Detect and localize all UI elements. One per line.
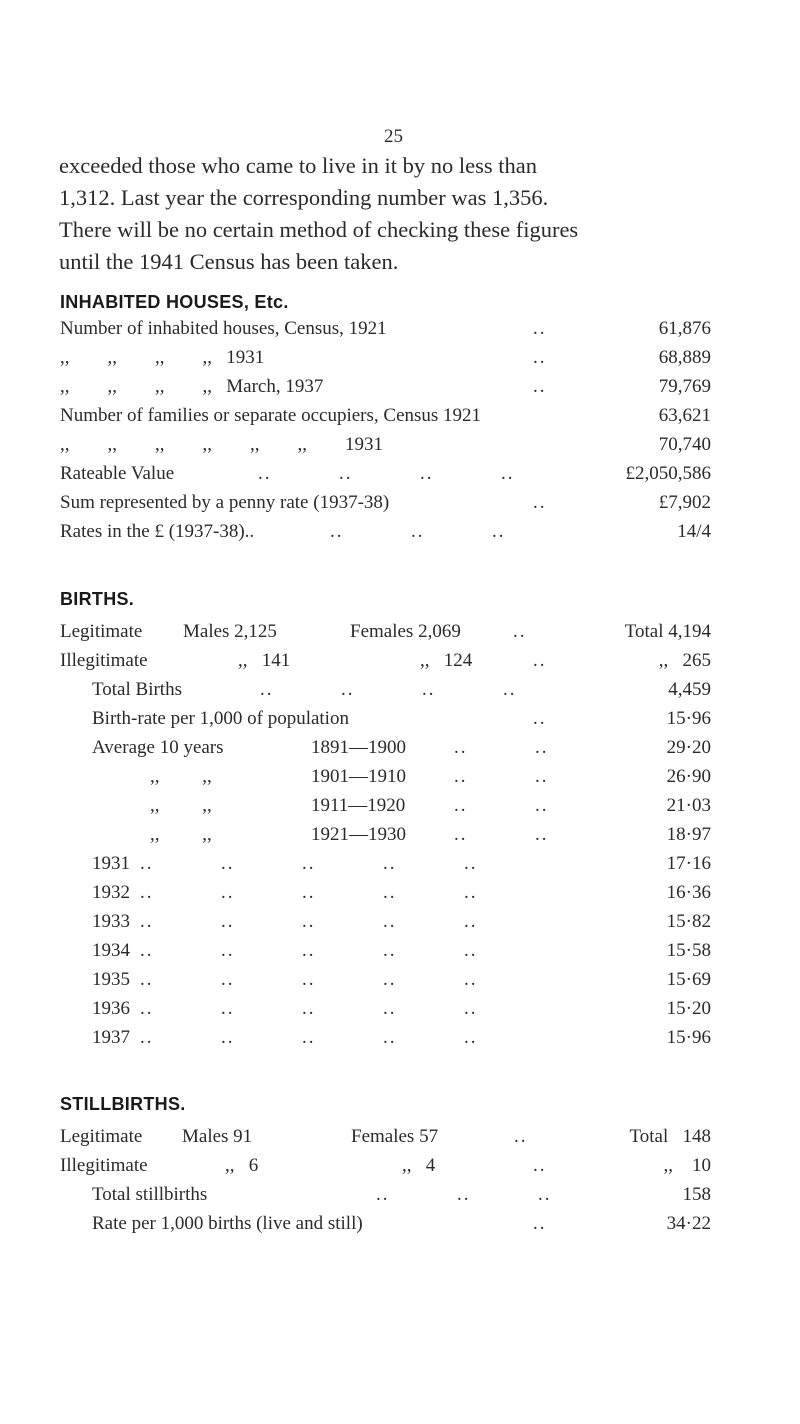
inhabited-label: Rateable Value <box>60 463 175 484</box>
leader-dots: .. .. .. .. .. <box>140 969 478 990</box>
stillbirths-heading: STILLBIRTHS. <box>60 1094 186 1114</box>
leader-dots: .. <box>514 1126 528 1147</box>
stillbirth-rate-value: 34·22 <box>666 1213 711 1234</box>
leader-dots: .. .. .. <box>376 1184 552 1205</box>
inhabited-label: Rates in the £ (1937-38).. <box>60 521 255 542</box>
inhabited-value: 68,889 <box>658 347 711 368</box>
average-label: Average 10 years <box>92 737 224 758</box>
inhabited-label: Number of families or separate occupiers, Census 1921 <box>60 405 482 426</box>
stillbirths-legit-males: Males 91 <box>182 1126 253 1147</box>
year-label: 1932 <box>92 882 130 903</box>
average-label: ,, ,, <box>150 824 212 845</box>
year-value: 15·20 <box>666 998 711 1019</box>
leader-dots: .. .. .. <box>330 521 506 542</box>
leader-dots: .. .. .. .. .. <box>140 853 478 874</box>
total-births-label: Total Births <box>92 679 182 700</box>
leader-dots: .. .. .. .. .. <box>140 1027 478 1048</box>
leader-dots: .. <box>533 318 547 339</box>
average-period: 1901—1910 <box>311 766 406 787</box>
births-illegit-label: Illegitimate <box>60 650 148 671</box>
inhabited-heading: INHABITED HOUSES, Etc. <box>60 292 289 312</box>
leader-dots: .. <box>533 1155 547 1176</box>
intro-paragraph <box>59 150 739 278</box>
year-value: 17·16 <box>666 853 711 874</box>
inhabited-label: ,, ,, ,, ,, ,, ,, 1931 <box>60 434 383 455</box>
leader-dots: .. <box>533 650 547 671</box>
births-illegit-males: ,, 141 <box>238 650 291 671</box>
year-value: 15·69 <box>666 969 711 990</box>
births-legit-females: Females 2,069 <box>350 621 461 642</box>
stillbirths-legit-females: Females 57 <box>351 1126 439 1147</box>
inhabited-value: 79,769 <box>658 376 711 397</box>
inhabited-value: £2,050,586 <box>625 463 711 484</box>
leader-dots: .. <box>533 708 547 729</box>
leader-dots: .. <box>533 492 547 513</box>
leader-dots: .. .. .. .. <box>258 463 515 484</box>
leader-dots: .. <box>533 1213 547 1234</box>
birth-rate-label: Birth-rate per 1,000 of population <box>92 708 349 729</box>
leader-dots: .. .. <box>454 824 549 845</box>
inhabited-label: Sum represented by a penny rate (1937-38) <box>60 492 390 513</box>
births-legit-males: Males 2,125 <box>183 621 277 642</box>
average-value: 29·20 <box>666 737 711 758</box>
births-illegit-total: ,, 265 <box>658 650 711 671</box>
leader-dots: .. .. <box>454 795 549 816</box>
inhabited-value: 70,740 <box>658 434 711 455</box>
leader-dots: .. .. .. .. .. <box>140 911 478 932</box>
inhabited-value: 14/4 <box>677 521 711 542</box>
leader-dots: .. .. .. .. .. <box>140 882 478 903</box>
births-illegit-females: ,, 124 <box>420 650 473 671</box>
average-value: 26·90 <box>666 766 711 787</box>
year-label: 1933 <box>92 911 130 932</box>
stillbirths-illegit-label: Illegitimate <box>60 1155 148 1176</box>
year-label: 1934 <box>92 940 130 961</box>
inhabited-value: 63,621 <box>658 405 711 426</box>
stillbirths-illegit-total: ,, 10 <box>663 1155 711 1176</box>
year-label: 1935 <box>92 969 130 990</box>
year-value: 15·82 <box>666 911 711 932</box>
leader-dots: .. .. .. .. <box>260 679 517 700</box>
year-label: 1936 <box>92 998 130 1019</box>
inhabited-label: ,, ,, ,, ,, 1931 <box>60 347 265 368</box>
page-number: 25 <box>384 126 403 147</box>
average-label: ,, ,, <box>150 795 212 816</box>
year-label: 1937 <box>92 1027 130 1048</box>
inhabited-label: ,, ,, ,, ,, March, 1937 <box>60 376 324 397</box>
inhabited-label: Number of inhabited houses, Census, 1921 <box>60 318 387 339</box>
intro-line: exceeded those who came to live in it by no less than <box>59 153 537 178</box>
stillbirths-illegit-males: ,, 6 <box>225 1155 259 1176</box>
stillbirths-legit-label: Legitimate <box>60 1126 143 1147</box>
births-heading: BIRTHS. <box>60 589 135 609</box>
intro-line: There will be no certain method of checking these figures <box>59 217 579 242</box>
year-label: 1931 <box>92 853 130 874</box>
stillbirths-legit-total: Total 148 <box>629 1126 711 1147</box>
births-legit-total: Total 4,194 <box>624 621 711 642</box>
inhabited-value: 61,876 <box>658 318 711 339</box>
total-stillbirths-label: Total stillbirths <box>92 1184 208 1205</box>
average-period: 1891—1900 <box>311 737 406 758</box>
leader-dots: .. <box>513 621 527 642</box>
average-period: 1911—1920 <box>311 795 406 816</box>
year-value: 15·96 <box>666 1027 711 1048</box>
year-value: 15·58 <box>666 940 711 961</box>
inhabited-value: £7,902 <box>658 492 711 513</box>
year-value: 16·36 <box>666 882 711 903</box>
leader-dots: .. <box>533 376 547 397</box>
birth-rate-value: 15·96 <box>666 708 711 729</box>
stillbirths-illegit-females: ,, 4 <box>402 1155 436 1176</box>
leader-dots: .. .. .. .. .. <box>140 940 478 961</box>
total-births-value: 4,459 <box>668 679 711 700</box>
births-legit-label: Legitimate <box>60 621 143 642</box>
leader-dots: .. <box>533 347 547 368</box>
stillbirth-rate-label: Rate per 1,000 births (live and still) <box>92 1213 363 1234</box>
leader-dots: .. .. <box>454 737 549 758</box>
intro-line: 1,312. Last year the corresponding number was 1,356. <box>59 185 549 210</box>
leader-dots: .. .. <box>454 766 549 787</box>
total-stillbirths-value: 158 <box>682 1184 711 1205</box>
average-value: 18·97 <box>666 824 711 845</box>
average-value: 21·03 <box>666 795 711 816</box>
intro-line: until the 1941 Census has been taken. <box>59 249 399 274</box>
leader-dots: .. .. .. .. .. <box>140 998 478 1019</box>
average-label: ,, ,, <box>150 766 212 787</box>
average-period: 1921—1930 <box>311 824 406 845</box>
